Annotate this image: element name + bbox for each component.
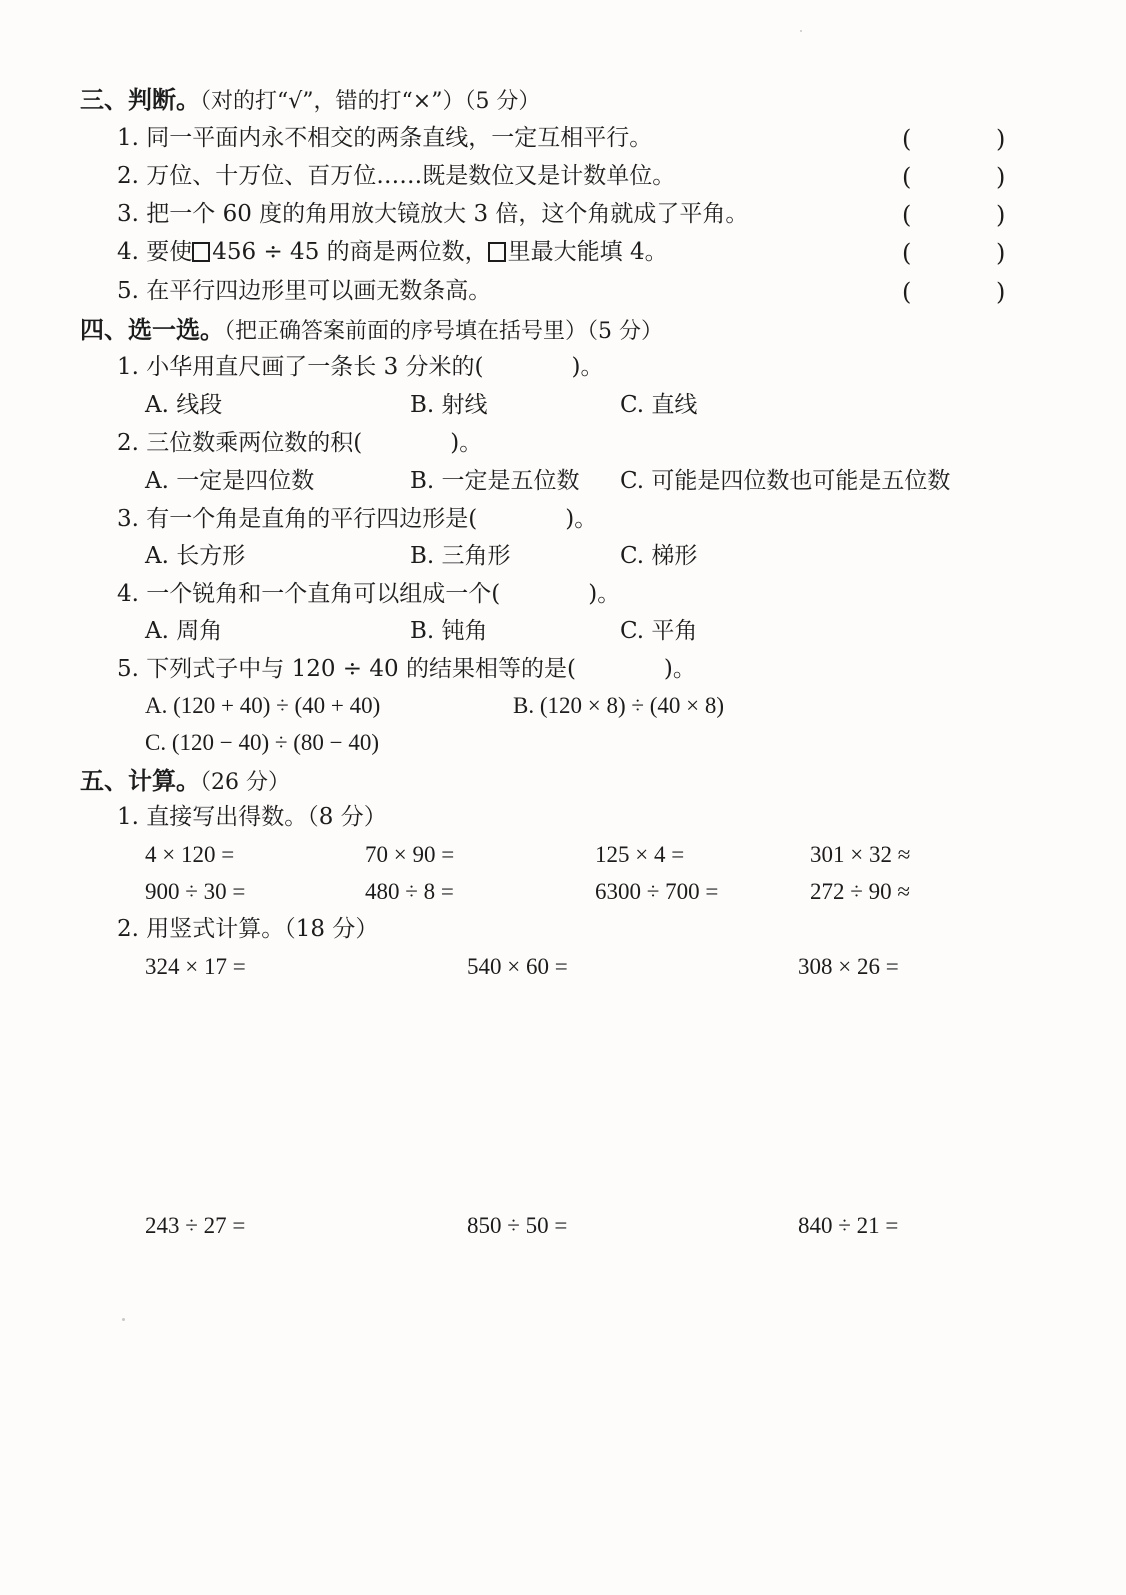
section3-note: （对的打“√”，错的打“×”）（5 分） (200, 89, 541, 114)
answer-paren-close: ) (996, 163, 1006, 191)
answer-paren-open[interactable]: ( (902, 201, 912, 229)
vertical-calc-item[interactable]: 850 ÷ 50 = (467, 1213, 568, 1238)
option-a[interactable]: A. 一定是四位数 (145, 468, 315, 494)
judge-item-1: 1. 同一平面内永不相交的两条直线，一定互相平行。 (117, 125, 653, 151)
section5-note: （26 分） (200, 770, 290, 795)
question-text-end: )。 (565, 506, 598, 532)
question-text: 4. 一个锐角和一个直角可以组成一个( (117, 581, 501, 607)
option-a[interactable]: A. 线段 (145, 392, 223, 418)
mental-calc-item[interactable]: 480 ÷ 8 = (365, 879, 454, 904)
answer-paren-open[interactable]: ( (902, 278, 912, 306)
section5-title: 五、计算。 (80, 766, 200, 795)
option-c[interactable]: C. 平角 (620, 618, 698, 644)
question-text: 5. 下列式子中与 120 ÷ 40 的结果相等的是( (117, 656, 576, 682)
question-text: 1. 小华用直尺画了一条长 3 分米的( (117, 354, 484, 380)
judge-item-4-post2: 里最大能填 4。 (507, 239, 668, 265)
calc-part1-title: 1. 直接写出得数。（8 分） (117, 804, 387, 830)
mental-calc-item[interactable]: 301 × 32 ≈ (810, 842, 911, 867)
scan-speck (122, 1318, 125, 1321)
answer-paren-close: ) (996, 239, 1006, 267)
answer-paren-open[interactable]: ( (902, 239, 912, 267)
question-text-end: )。 (571, 354, 604, 380)
calc-part2-title: 2. 用竖式计算。（18 分） (117, 916, 379, 942)
option-a[interactable]: A. 周角 (145, 618, 223, 644)
section5-heading (80, 766, 290, 795)
section4-title: 四、选一选。 (80, 315, 224, 344)
choice-question-2 (117, 432, 482, 455)
option-c[interactable]: C. 梯形 (620, 543, 698, 569)
digit-box[interactable] (488, 242, 506, 262)
judge-item-4-post: 456 ÷ 45 的商是两位数， (212, 239, 488, 265)
choice-question-5 (117, 658, 696, 681)
choice-question-4 (117, 583, 620, 606)
vertical-calc-item[interactable]: 540 × 60 = (467, 954, 568, 979)
judge-item-4-pre: 4. 要使 (117, 239, 193, 265)
digit-box[interactable] (192, 242, 210, 262)
mental-calc-item[interactable]: 125 × 4 = (595, 842, 685, 867)
section4-heading (80, 315, 663, 344)
mental-calc-item[interactable]: 4 × 120 = (145, 842, 235, 867)
answer-paren-open[interactable]: ( (902, 163, 912, 191)
option-b[interactable]: B. 射线 (410, 392, 488, 418)
answer-paren-close: ) (996, 125, 1006, 153)
question-text: 2. 三位数乘两位数的积( (117, 430, 363, 456)
judge-item-5: 5. 在平行四边形里可以画无数条高。 (117, 278, 492, 304)
mental-calc-item[interactable]: 272 ÷ 90 ≈ (810, 879, 910, 904)
vertical-calc-item[interactable]: 243 ÷ 27 = (145, 1213, 246, 1238)
option-c[interactable]: C. 直线 (620, 392, 698, 418)
option-c[interactable]: C. (120 − 40) ÷ (80 − 40) (145, 730, 380, 755)
answer-paren-open[interactable]: ( (902, 125, 912, 153)
vertical-calc-item[interactable]: 308 × 26 = (798, 954, 899, 979)
choice-question-3 (117, 508, 597, 531)
question-text-end: )。 (450, 430, 483, 456)
choice-question-1 (117, 356, 603, 379)
judge-item-4 (117, 241, 668, 264)
judge-item-2: 2. 万位、十万位、百万位……既是数位又是计数单位。 (117, 163, 676, 189)
option-b[interactable]: B. (120 × 8) ÷ (40 × 8) (513, 693, 725, 718)
option-b[interactable]: B. 一定是五位数 (410, 468, 580, 494)
scan-speck (800, 30, 802, 32)
option-a[interactable]: A. 长方形 (145, 543, 246, 569)
question-text-end: )。 (663, 656, 696, 682)
section3-title: 三、判断。 (80, 85, 200, 114)
question-text-end: )。 (588, 581, 621, 607)
vertical-calc-item[interactable]: 324 × 17 = (145, 954, 246, 979)
section4-note: （把正确答案前面的序号填在括号里）（5 分） (224, 319, 663, 344)
question-text: 3. 有一个角是直角的平行四边形是( (117, 506, 478, 532)
mental-calc-item[interactable]: 70 × 90 = (365, 842, 455, 867)
section3-heading (80, 85, 541, 114)
answer-paren-close: ) (996, 278, 1006, 306)
vertical-calc-item[interactable]: 840 ÷ 21 = (798, 1213, 899, 1238)
option-b[interactable]: B. 钝角 (410, 618, 488, 644)
answer-paren-close: ) (996, 201, 1006, 229)
option-b[interactable]: B. 三角形 (410, 543, 511, 569)
judge-item-3: 3. 把一个 60 度的角用放大镜放大 3 倍，这个角就成了平角。 (117, 201, 749, 227)
mental-calc-item[interactable]: 6300 ÷ 700 = (595, 879, 719, 904)
option-c[interactable]: C. 可能是四位数也可能是五位数 (620, 468, 951, 494)
mental-calc-item[interactable]: 900 ÷ 30 = (145, 879, 246, 904)
option-a[interactable]: A. (120 + 40) ÷ (40 + 40) (145, 693, 381, 718)
